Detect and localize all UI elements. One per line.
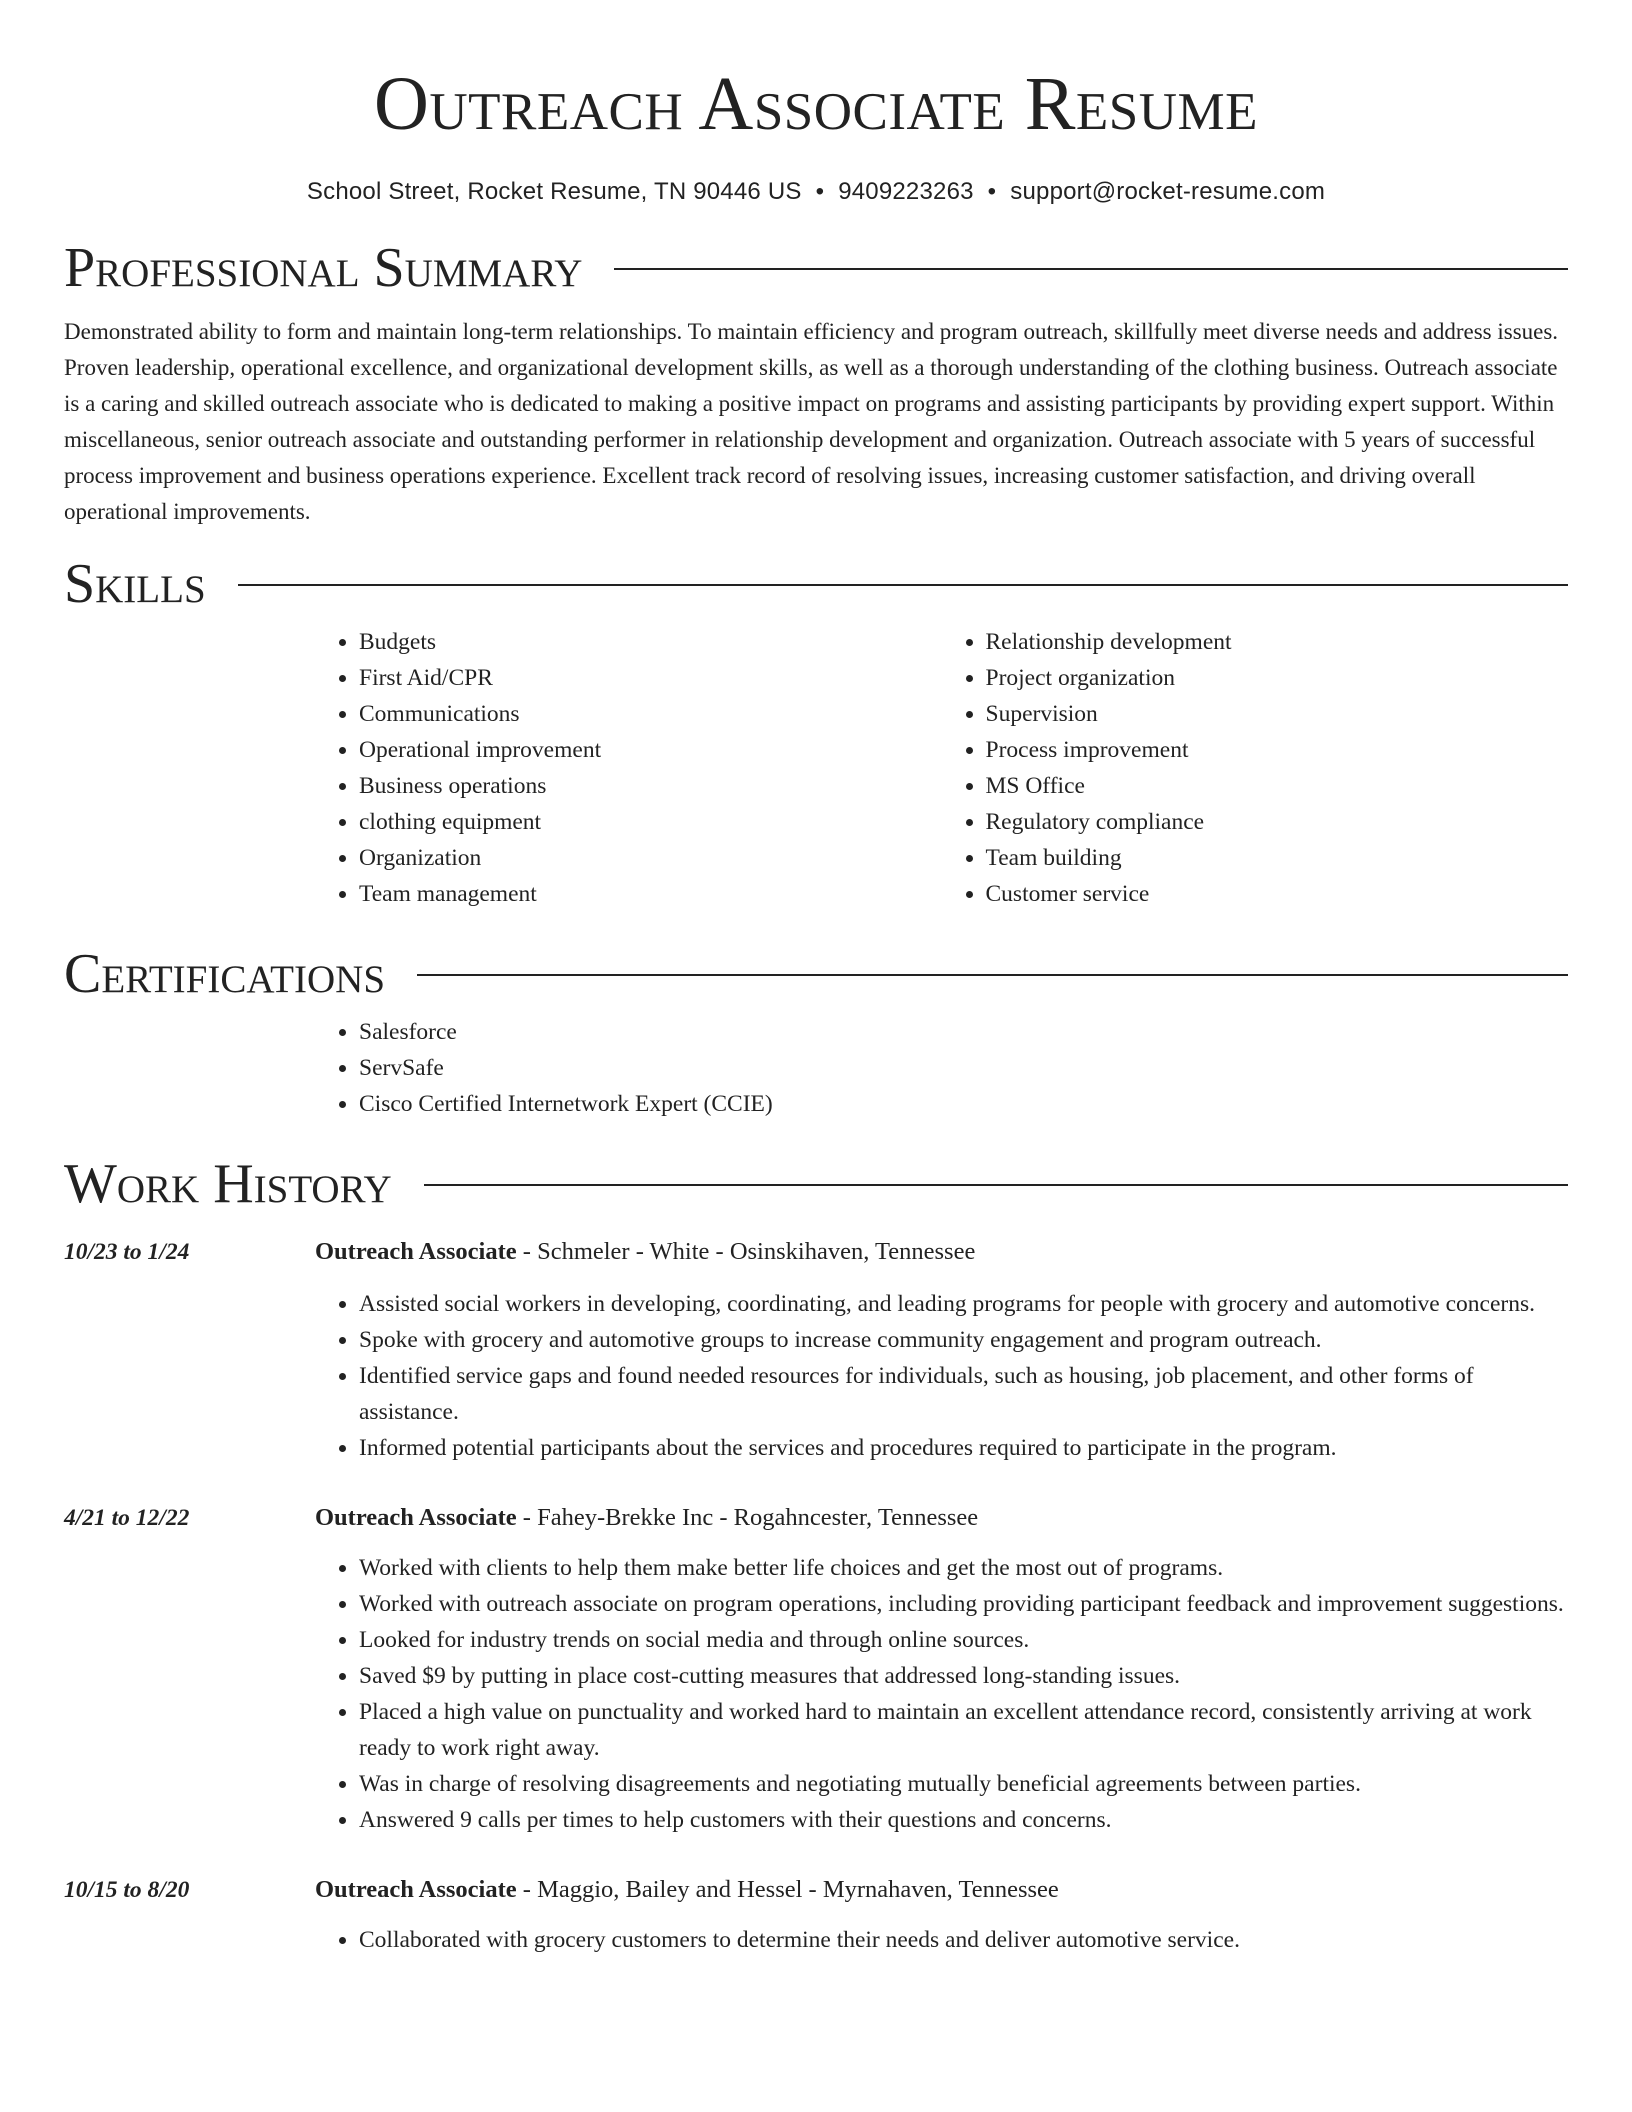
job-bullet: • Spoke with grocery and automotive groups to increase community engagement and program outreach. <box>359 1322 1568 1358</box>
job-entry <box>64 1234 1568 1466</box>
contact-separator: • <box>987 178 997 205</box>
job-bullet: • Assisted social workers in developing, coordinating, and leading programs for people with grocery and automotive concerns. <box>359 1286 1568 1322</box>
job-bullet: • Placed a high value on punctuality and worked hard to maintain an excellent attendance record, consistently arriving at work ready to work right away. <box>359 1694 1568 1766</box>
job-bullet: • Worked with clients to help them make better life choices and get the most out of programs. <box>359 1550 1568 1586</box>
section-divider <box>417 974 1568 976</box>
certification-item: • Cisco Certified Internetwork Expert (CCIE) <box>359 1086 1568 1122</box>
certification-item: • Salesforce <box>359 1014 1568 1050</box>
skill-item: • Team management <box>359 876 942 912</box>
job-dates: 10/15 to 8/20 <box>64 1877 190 1903</box>
certifications-section-header <box>64 943 1568 1005</box>
job-title: Outreach Associate <box>315 1876 517 1903</box>
section-divider <box>238 584 1568 586</box>
job-heading <box>315 1872 1568 1908</box>
skill-item: • Regulatory compliance <box>986 804 1569 840</box>
job-dates: 10/23 to 1/24 <box>64 1239 190 1265</box>
job-bullet: • Looked for industry trends on social media and through online sources. <box>359 1622 1568 1658</box>
contact-email[interactable]: support@rocket-resume.com <box>1010 178 1326 205</box>
skills-list <box>315 624 1568 912</box>
job-dates: 4/21 to 12/22 <box>64 1505 190 1531</box>
skill-item: • Relationship development <box>986 624 1569 660</box>
skill-item: • Business operations <box>359 768 942 804</box>
certifications-list <box>315 1014 1568 1122</box>
job-bullets <box>315 1550 1568 1838</box>
certifications-section-title: Certifications <box>64 943 386 1005</box>
job-bullet: • Identified service gaps and found needed resources for individuals, such as housing, job placement, and other forms of assistance. <box>359 1358 1568 1430</box>
contact-separator: • <box>815 178 825 205</box>
summary-section-header <box>64 237 1568 299</box>
contact-address: School Street, Rocket Resume, TN 90446 US <box>306 178 802 205</box>
professional-summary-text: Demonstrated ability to form and maintain long-term relationships. To maintain efficiency and program outreach, skillfully meet diverse needs and address issues. Proven leadership, operational excellence, and organizational development skills, as well as a thorough understanding of the clothing business. Outreach associate is a caring and skilled outreach associate who is dedicated to making a positive impact on programs and assisting participants by providing expert support. Within miscellaneous, senior outreach associate and outstanding performer in relationship development and organization. Outreach associate with 5 years of successful process improvement and business operations experience. Excellent track record of resolving issues, increasing customer satisfaction, and driving overall operational improvements. <box>64 319 1559 524</box>
job-bullet: • Worked with outreach associate on program operations, including providing participant feedback and improvement suggestions. <box>359 1586 1568 1622</box>
job-bullet: • Saved $9 by putting in place cost-cutting measures that addressed long-standing issues. <box>359 1658 1568 1694</box>
job-company: - Fahey-Brekke Inc - Rogahncester, Tennessee <box>516 1504 979 1531</box>
job-bullet: • Collaborated with grocery customers to determine their needs and deliver automotive service. <box>359 1922 1568 1958</box>
job-heading <box>315 1500 1568 1536</box>
skill-item: • Process improvement <box>986 732 1569 768</box>
skill-item: • Communications <box>359 696 942 732</box>
skill-item: • Budgets <box>359 624 942 660</box>
skill-item: • First Aid/CPR <box>359 660 942 696</box>
job-company: - Maggio, Bailey and Hessel - Myrnahaven, Tennessee <box>516 1876 1059 1903</box>
section-divider <box>424 1184 1568 1186</box>
job-heading <box>315 1234 1568 1270</box>
work-history-section-header <box>64 1153 1568 1215</box>
job-bullet: • Informed potential participants about the services and procedures required to participate in the program. <box>359 1430 1568 1466</box>
job-bullet: • Answered 9 calls per times to help customers with their questions and concerns. <box>359 1802 1568 1838</box>
job-bullets <box>315 1922 1568 1958</box>
skills-column-right <box>942 624 1569 912</box>
job-bullets <box>315 1286 1568 1466</box>
job-title: Outreach Associate <box>315 1504 517 1531</box>
skills-column-left <box>315 624 942 912</box>
work-history-section-title: Work History <box>64 1153 392 1215</box>
job-bullet: • Was in charge of resolving disagreements and negotiating mutually beneficial agreements between parties. <box>359 1766 1568 1802</box>
job-company: - Schmeler - White - Osinskihaven, Tennessee <box>516 1238 976 1265</box>
contact-line <box>64 178 1568 206</box>
skills-section-header <box>64 553 1568 615</box>
summary-section-title: Professional Summary <box>64 237 583 299</box>
skills-section-title: Skills <box>64 553 206 615</box>
job-title: Outreach Associate <box>315 1238 517 1265</box>
contact-phone: 9409223263 <box>838 178 974 205</box>
skill-item: • Project organization <box>986 660 1569 696</box>
skill-item: • Customer service <box>986 876 1569 912</box>
skill-item: • Operational improvement <box>359 732 942 768</box>
job-entry <box>64 1872 1568 1958</box>
skill-item: • Team building <box>986 840 1569 876</box>
resume-title: Outreach Associate Resume <box>373 62 1259 146</box>
section-divider <box>614 268 1568 270</box>
skill-item: • clothing equipment <box>359 804 942 840</box>
certification-item: • ServSafe <box>359 1050 1568 1086</box>
resume-page <box>64 0 1568 1958</box>
skill-item: • Supervision <box>986 696 1569 732</box>
skill-item: • MS Office <box>986 768 1569 804</box>
job-entry <box>64 1500 1568 1838</box>
skill-item: • Organization <box>359 840 942 876</box>
